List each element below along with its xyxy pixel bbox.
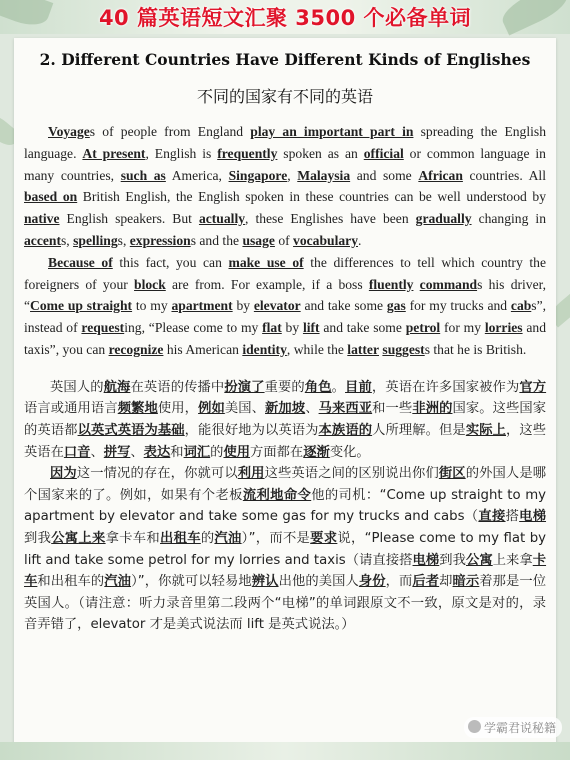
keyword: Malaysia — [297, 167, 351, 183]
text-run: spreading the English language. — [24, 124, 546, 161]
text-run: 、 — [130, 444, 144, 460]
text-run: for my trucks and — [405, 298, 511, 314]
keyword: 表达 — [143, 444, 171, 460]
keyword: Voyage — [48, 124, 90, 139]
keyword: accent — [24, 232, 61, 248]
text-run: ，这些英语在 — [24, 422, 547, 460]
text-run: English speakers. But — [59, 211, 199, 227]
text-run: his American — [163, 341, 243, 357]
text-run: 说，“Please come to my flat by lift and take some petrol for my lorries and taxis（请直接搭 — [24, 530, 547, 568]
text-run: 到我 — [439, 552, 466, 568]
text-run: 的外国人是哪个国家来的了。例如，如果有个老板 — [24, 466, 547, 503]
text-run: , these Englishes have been — [245, 211, 416, 227]
text-run: spoken as an — [277, 145, 364, 161]
article-title: 2. Different Countries Have Different Kinds of Englishes — [39, 50, 531, 69]
keyword: African — [418, 167, 463, 183]
keyword: 目前 — [345, 379, 372, 395]
watermark — [464, 717, 562, 738]
keyword: 上来 — [78, 530, 106, 546]
text-run: 的 — [210, 444, 224, 460]
keyword: identity — [242, 341, 287, 357]
text-run: by — [232, 298, 254, 314]
keyword: based on — [24, 189, 78, 205]
keyword: 公寓 — [51, 530, 79, 546]
text-run: 、 — [90, 444, 104, 460]
text-run: ）”，而不是 — [241, 530, 311, 546]
text-run: s”, instead of — [24, 298, 547, 336]
text-run: ，能很好地为以英语为 — [184, 422, 319, 438]
keyword: 电梯 — [412, 552, 440, 568]
keyword: 官方 — [519, 379, 547, 395]
text-run: 拿卡车和 — [105, 530, 161, 546]
text-run: s that he is British. — [424, 341, 527, 357]
text-run: this fact, you can — [112, 254, 229, 270]
text-run: 到我 — [24, 530, 52, 546]
text-run: , while the — [286, 341, 348, 357]
keyword: elevator — [253, 298, 301, 314]
text-run: and take some — [319, 320, 406, 336]
text-run: 的 — [200, 530, 215, 546]
text-run: , English is — [145, 145, 218, 161]
keyword: expression — [129, 232, 191, 248]
watermark-text: 学霸君说秘籍 — [483, 721, 556, 735]
text-run: or common language in many countries, — [24, 145, 546, 183]
text-run: 重要的 — [264, 379, 305, 395]
text-run: s, — [117, 232, 130, 248]
keyword: actually — [198, 211, 246, 227]
text-run: 这些英语之间的区别说出你们 — [264, 466, 439, 482]
keyword: 马来西亚 — [318, 401, 373, 417]
keyword: native — [24, 211, 60, 227]
keyword: 实际上 — [465, 422, 506, 438]
keyword: 新加坡 — [265, 401, 306, 417]
paragraph — [24, 377, 546, 463]
keyword: latter — [347, 341, 379, 357]
text-run: s and the — [190, 232, 243, 248]
text-run: s, — [61, 232, 74, 248]
keyword: 汽油 — [104, 574, 132, 590]
keyword: Come up straight — [30, 298, 133, 314]
keyword: 卡车 — [24, 552, 547, 590]
bottom-strip — [0, 742, 570, 760]
text-run: s his driver, “ — [24, 276, 547, 314]
keyword: block — [134, 276, 166, 292]
text-run: s of people from England — [89, 124, 251, 139]
text-run: 却 — [439, 574, 453, 590]
keyword: 拼写 — [103, 444, 131, 460]
text-run: 。 — [331, 379, 346, 395]
keyword: 逐渐 — [303, 444, 330, 460]
keyword: 暗示 — [452, 574, 480, 590]
text-run: 出他的美国人 — [278, 574, 359, 590]
keyword: 直接 — [478, 509, 506, 525]
keyword: recognize — [108, 341, 164, 357]
paragraph — [24, 252, 546, 361]
keyword: such as — [120, 167, 166, 183]
keyword: request — [81, 320, 125, 336]
text-run: and taxis”, you can — [24, 320, 547, 357]
text-run: 和 — [170, 444, 184, 460]
text-run: 国家。这些国家的英语都 — [24, 401, 547, 438]
text-run: changing in — [471, 211, 546, 227]
text-run: 语言或通用语言 — [24, 401, 118, 417]
keyword: lorries — [484, 320, 523, 336]
keyword: 口音 — [63, 444, 91, 460]
text-run: 方面都在 — [250, 444, 304, 460]
keyword: flat — [262, 320, 282, 336]
keyword: 街区 — [438, 466, 466, 482]
text-run: 人所理解。但是 — [372, 422, 466, 438]
document-page — [14, 38, 556, 744]
keyword: 辨认 — [251, 574, 279, 590]
text-run: America, — [165, 167, 229, 183]
paragraph — [24, 463, 546, 636]
keyword: 非洲的 — [412, 401, 453, 417]
paragraph — [24, 121, 546, 252]
english-text — [24, 121, 546, 361]
text-run: 和出租车的 — [37, 574, 105, 590]
keyword: 身份 — [358, 574, 386, 590]
keyword: 航海 — [103, 379, 131, 395]
text-run: 变化。 — [329, 444, 370, 460]
article-title-cn: 不同的国家有不同的英语 — [196, 87, 373, 106]
text-run: British English, the English spoken in these countries can be well understood by — [77, 189, 547, 205]
text-run: for my — [440, 320, 485, 336]
text-run: to my — [132, 298, 172, 314]
keyword: gas — [386, 298, 406, 314]
keyword: gradually — [415, 211, 472, 227]
wechat-icon — [468, 720, 481, 733]
text-run: and take some — [300, 298, 387, 314]
keyword: command — [419, 276, 478, 292]
banner-title: 40 篇英语短文汇聚 3500 个必备单词 — [98, 6, 472, 30]
keyword: apartment — [171, 298, 233, 314]
text-run: 着那是一位英国人。（请注意：听力录音里第二段两个“电梯”的单词跟原文不一致，原文是对的，录音弄错了，elevator 才是美式说法而 lift 是英式说法。） — [24, 574, 547, 633]
text-run: 英国人的 — [50, 379, 104, 395]
keyword: 使用 — [223, 444, 251, 460]
keyword: make use of — [228, 254, 304, 270]
keyword: 利用 — [237, 466, 265, 482]
keyword: 以英式英语为基础 — [77, 422, 185, 438]
text-run: 他的司机：“Come up straight to my apartment by elevator and take some gas for my trucks and cabs（ — [24, 487, 547, 525]
keyword: 词汇 — [183, 444, 211, 460]
keyword: 流利地命令 — [242, 487, 312, 503]
text-run: ）”，你就可以轻易地 — [131, 574, 252, 590]
keyword: 出租车 — [160, 530, 201, 546]
text-run: are from. For example, if a boss — [165, 276, 369, 292]
text-run: 搭 — [505, 509, 520, 525]
keyword: Singapore — [228, 167, 288, 183]
keyword: 扮演了 — [224, 379, 265, 395]
keyword: 后者 — [412, 574, 440, 590]
keyword: 角色 — [304, 379, 332, 395]
keyword: fluently — [368, 276, 414, 292]
keyword: suggest — [382, 341, 425, 357]
keyword: 电梯 — [519, 509, 547, 525]
keyword: usage — [242, 232, 275, 248]
keyword: 汽油 — [214, 530, 242, 546]
keyword: spelling — [73, 232, 118, 248]
keyword: 要求 — [310, 530, 338, 546]
text-run: countries. All — [462, 167, 546, 183]
keyword: frequently — [217, 145, 278, 161]
text-run: ，英语在许多国家被作为 — [371, 379, 520, 395]
text-run: ，而 — [385, 574, 413, 590]
keyword: Because of — [48, 254, 113, 270]
text-run: and some — [350, 167, 419, 183]
text-run: 上来拿 — [492, 552, 533, 568]
keyword: 频繁地 — [117, 401, 158, 417]
text-run: 和一些 — [372, 401, 413, 417]
keyword: 例如 — [198, 401, 225, 417]
text-run: the differences to tell which country the foreigners of your — [24, 254, 546, 292]
keyword: petrol — [405, 320, 441, 336]
text-run: 、 — [305, 401, 319, 417]
text-run: 美国、 — [224, 401, 266, 417]
keyword: 因为 — [50, 466, 77, 482]
text-run: 使用， — [157, 401, 199, 417]
text-run: . — [358, 232, 362, 248]
keyword: play an important part in — [250, 124, 414, 139]
text-run: , — [287, 167, 298, 183]
text-run: ing, “Please come to my — [124, 320, 263, 336]
keyword: At present — [82, 145, 146, 161]
keyword: 公寓 — [465, 552, 493, 568]
text-run: 这一情况的存在，你就可以 — [76, 466, 238, 482]
text-run: of — [274, 232, 294, 248]
keyword: 本族语的 — [318, 422, 373, 438]
text-run: 在英语的传播中 — [130, 379, 225, 395]
keyword: vocabulary — [293, 232, 358, 248]
text-run: by — [281, 320, 303, 336]
chinese-translation — [24, 377, 546, 636]
keyword: lift — [302, 320, 320, 336]
keyword: official — [363, 145, 404, 161]
keyword: cab — [510, 298, 532, 314]
